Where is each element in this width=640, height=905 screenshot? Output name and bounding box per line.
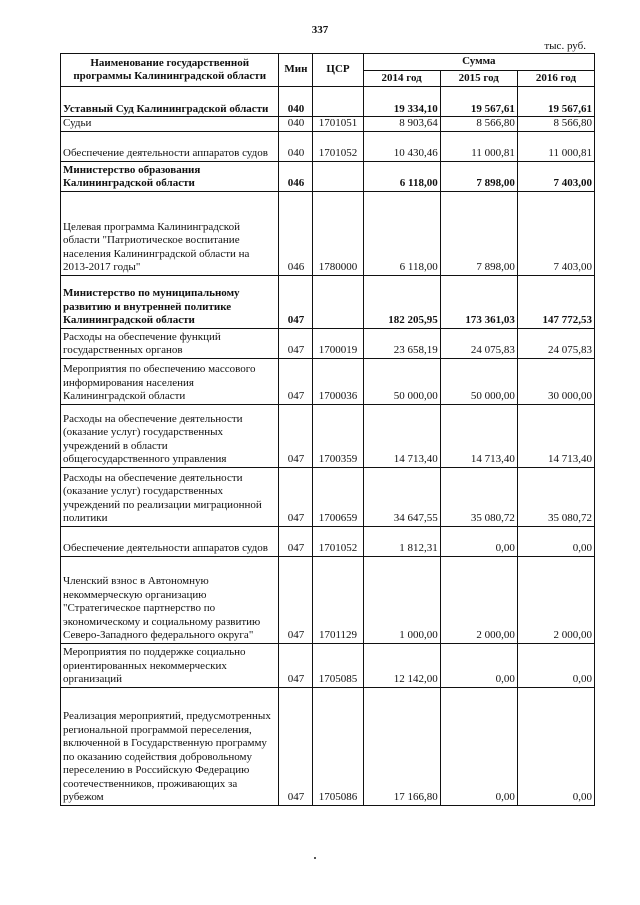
row-value-2015: 24 075,83 <box>440 328 517 358</box>
row-min: 040 <box>279 117 313 132</box>
row-value-2016: 30 000,00 <box>517 358 594 404</box>
row-name: Расходы на обеспечение функций государственных органов <box>61 328 279 358</box>
row-min: 040 <box>279 131 313 161</box>
row-csr: 1705086 <box>313 687 363 805</box>
row-value-2014: 6 118,00 <box>363 161 440 191</box>
page-number: 337 <box>311 24 329 36</box>
row-name: Министерство по муниципальному развитию и внутренней политике Калининградской области <box>61 275 279 328</box>
row-csr: 1705085 <box>313 643 363 687</box>
row-value-2014: 1 000,00 <box>363 556 440 643</box>
row-value-2016: 11 000,81 <box>517 131 594 161</box>
table-row <box>61 687 595 805</box>
row-value-2014: 1 812,31 <box>363 526 440 556</box>
header-year-2014: 2014 год <box>363 70 440 87</box>
units-label: тыс. руб. <box>544 40 586 52</box>
table-row <box>61 87 595 117</box>
row-value-2015: 173 361,03 <box>440 275 517 328</box>
row-min: 040 <box>279 87 313 117</box>
row-value-2014: 19 334,10 <box>363 87 440 117</box>
row-value-2015: 19 567,61 <box>440 87 517 117</box>
row-csr: 1701052 <box>313 526 363 556</box>
row-name: Расходы на обеспечение деятельности (оказание услуг) государственных учреждений по реализации миграционной политики <box>61 467 279 526</box>
row-min: 047 <box>279 358 313 404</box>
row-name: Министерство образования Калининградской области <box>61 161 279 191</box>
row-name: Мероприятия по обеспечению массового информирования населения Калининградской области <box>61 358 279 404</box>
row-csr: 1780000 <box>313 191 363 275</box>
row-min: 047 <box>279 687 313 805</box>
row-value-2015: 50 000,00 <box>440 358 517 404</box>
row-value-2016: 35 080,72 <box>517 467 594 526</box>
row-value-2016: 0,00 <box>517 687 594 805</box>
row-value-2015: 14 713,40 <box>440 404 517 467</box>
row-min: 046 <box>279 161 313 191</box>
row-value-2014: 182 205,95 <box>363 275 440 328</box>
row-csr: 1700359 <box>313 404 363 467</box>
row-min: 047 <box>279 275 313 328</box>
table-row <box>61 275 595 328</box>
row-name: Целевая программа Калининградской области "Патриотическое воспитание населения Калининградской области на 2013-2017 годы" <box>61 191 279 275</box>
row-value-2016: 8 566,80 <box>517 117 594 132</box>
row-value-2014: 50 000,00 <box>363 358 440 404</box>
row-name: Членский взнос в Автономную некоммерческую организацию "Стратегическое партнерство по экономическому и социальному развитию Северо-Западного федерального округа" <box>61 556 279 643</box>
row-value-2016: 7 403,00 <box>517 191 594 275</box>
row-value-2016: 7 403,00 <box>517 161 594 191</box>
row-value-2016: 24 075,83 <box>517 328 594 358</box>
row-min: 047 <box>279 328 313 358</box>
header-name: Наименование государственной программы Калининградской области <box>61 54 279 87</box>
row-value-2015: 2 000,00 <box>440 556 517 643</box>
row-csr <box>313 161 363 191</box>
table-row <box>61 526 595 556</box>
row-name: Уставный Суд Калининградской области <box>61 87 279 117</box>
row-min: 047 <box>279 467 313 526</box>
row-csr: 1701051 <box>313 117 363 132</box>
row-value-2014: 8 903,64 <box>363 117 440 132</box>
row-name: Реализация мероприятий, предусмотренных региональной программой переселения, включенной в Государственную программу по оказанию содействия добровольному переселению в Российскую Федерацию соотечественников, проживающих за рубежом <box>61 687 279 805</box>
table-body <box>61 87 595 806</box>
row-csr <box>313 275 363 328</box>
header-year-2016: 2016 год <box>517 70 594 87</box>
table-row <box>61 556 595 643</box>
row-csr: 1700659 <box>313 467 363 526</box>
table-row <box>61 404 595 467</box>
row-csr: 1700019 <box>313 328 363 358</box>
row-csr <box>313 87 363 117</box>
row-min: 047 <box>279 643 313 687</box>
row-csr: 1701052 <box>313 131 363 161</box>
footer-mark <box>314 857 316 859</box>
row-value-2014: 34 647,55 <box>363 467 440 526</box>
header-sum: Сумма <box>363 54 594 71</box>
row-value-2014: 17 166,80 <box>363 687 440 805</box>
header-min: Мин <box>279 54 313 87</box>
table-row <box>61 117 595 132</box>
row-value-2015: 0,00 <box>440 643 517 687</box>
row-name: Судьи <box>61 117 279 132</box>
row-value-2015: 7 898,00 <box>440 161 517 191</box>
row-min: 046 <box>279 191 313 275</box>
table-row <box>61 467 595 526</box>
row-value-2014: 14 713,40 <box>363 404 440 467</box>
table-row <box>61 191 595 275</box>
header-year-2015: 2015 год <box>440 70 517 87</box>
row-value-2014: 10 430,46 <box>363 131 440 161</box>
table-row <box>61 643 595 687</box>
row-csr: 1701129 <box>313 556 363 643</box>
budget-table <box>60 53 595 806</box>
row-name: Расходы на обеспечение деятельности (оказание услуг) государственных учреждений в области общегосударственного управления <box>61 404 279 467</box>
row-value-2015: 8 566,80 <box>440 117 517 132</box>
row-min: 047 <box>279 556 313 643</box>
row-value-2016: 2 000,00 <box>517 556 594 643</box>
table-row <box>61 161 595 191</box>
row-csr: 1700036 <box>313 358 363 404</box>
row-name: Мероприятия по поддержке социально ориентированных некоммерческих организаций <box>61 643 279 687</box>
row-value-2015: 11 000,81 <box>440 131 517 161</box>
row-value-2015: 0,00 <box>440 687 517 805</box>
row-min: 047 <box>279 404 313 467</box>
row-value-2014: 6 118,00 <box>363 191 440 275</box>
table-row <box>61 328 595 358</box>
row-value-2016: 0,00 <box>517 643 594 687</box>
row-name: Обеспечение деятельности аппаратов судов <box>61 526 279 556</box>
row-value-2016: 19 567,61 <box>517 87 594 117</box>
row-value-2015: 35 080,72 <box>440 467 517 526</box>
row-value-2015: 7 898,00 <box>440 191 517 275</box>
row-value-2016: 0,00 <box>517 526 594 556</box>
table-row <box>61 131 595 161</box>
row-value-2014: 23 658,19 <box>363 328 440 358</box>
row-value-2014: 12 142,00 <box>363 643 440 687</box>
table-row <box>61 358 595 404</box>
row-value-2016: 14 713,40 <box>517 404 594 467</box>
header-csr: ЦСР <box>313 54 363 87</box>
row-value-2016: 147 772,53 <box>517 275 594 328</box>
row-name: Обеспечение деятельности аппаратов судов <box>61 131 279 161</box>
row-value-2015: 0,00 <box>440 526 517 556</box>
row-min: 047 <box>279 526 313 556</box>
